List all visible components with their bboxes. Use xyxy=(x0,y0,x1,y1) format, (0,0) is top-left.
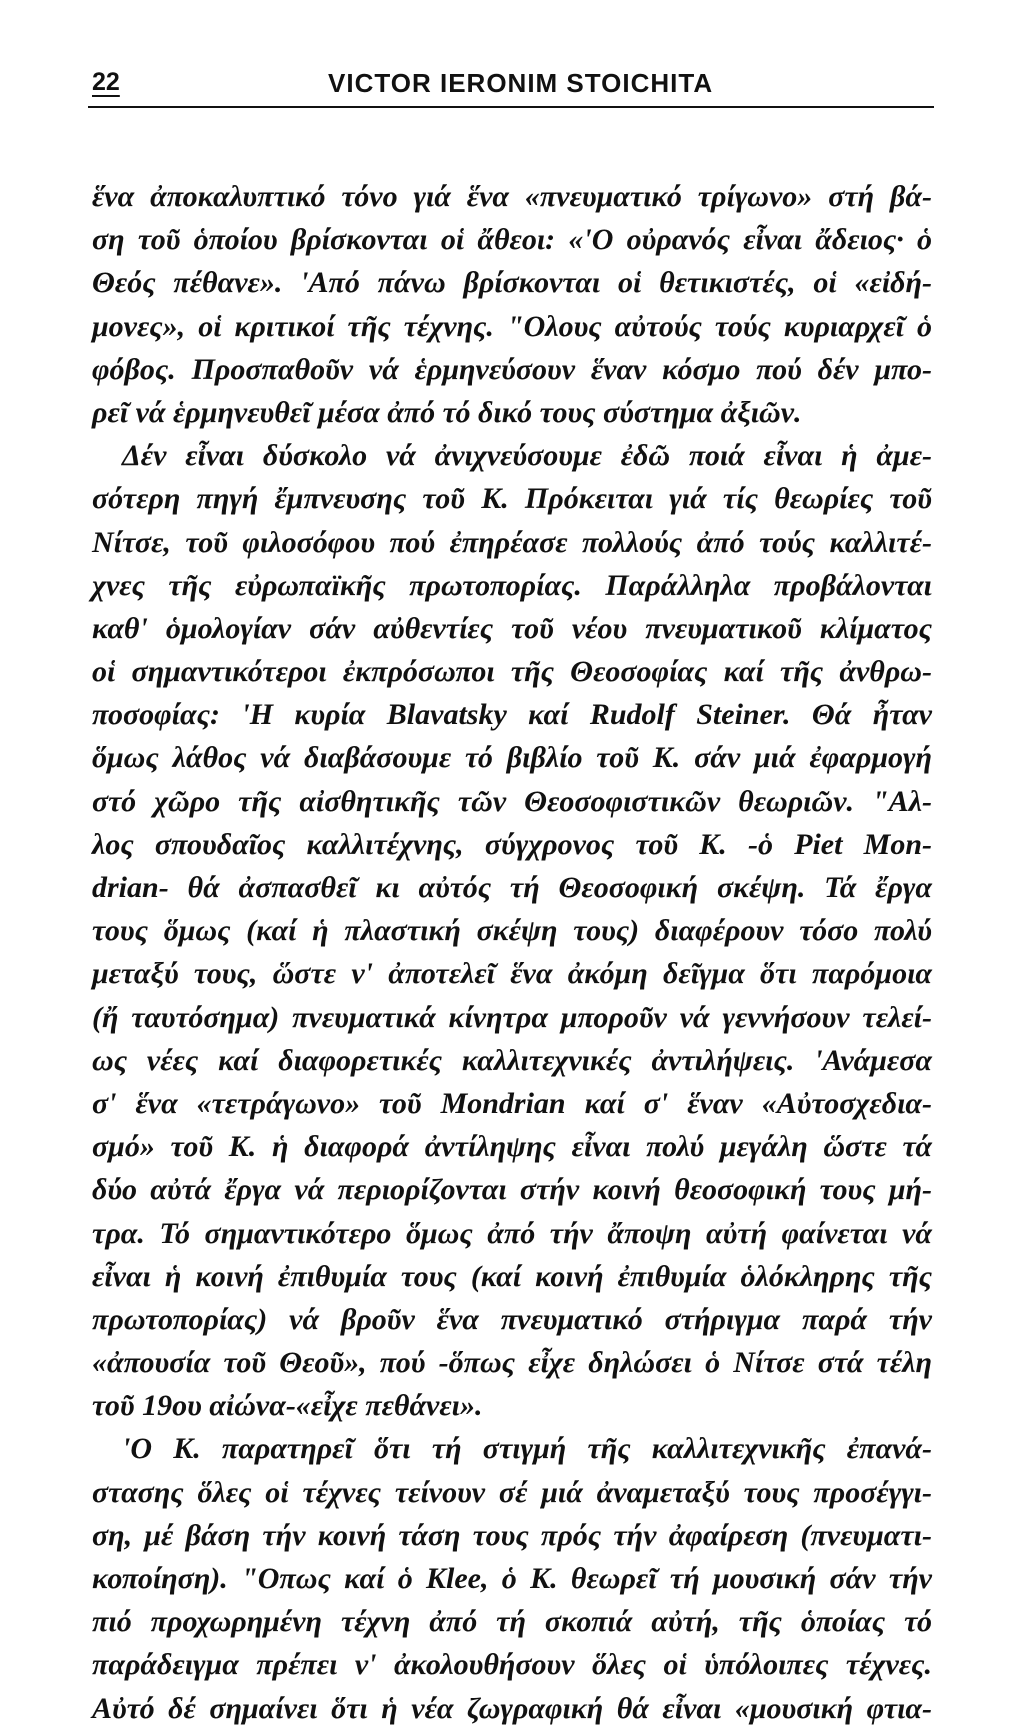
text-line: πρωτοπορίας) νά βροῦν ἕνα πνευματικό στήριγμα παρά τήν xyxy=(92,1302,932,1336)
text-line: πιό προχωρημένη τέχνη ἀπό τή σκοπιά αὐτή, τῆς ὁποίας τό xyxy=(92,1605,932,1639)
text-line: καθ' ὁμολογίαν σάν αὐθεντίες τοῦ νέου πνευματικοῦ κλίματος xyxy=(92,611,932,645)
text-line: σότερη πηγή ἔμπνευσης τοῦ Κ. Πρόκειται γιά τίς θεωρίες τοῦ xyxy=(92,482,932,516)
text-line: «ἀπουσία τοῦ Θεοῦ», πού -ὅπως εἶχε δηλώσει ὁ Νίτσε στά τέλη xyxy=(92,1346,932,1380)
text-line: κοποίηση). "Οπως καί ὁ Klee, ὁ Κ. θεωρεῖ τή μουσική σάν τήν xyxy=(92,1562,932,1595)
text-line: οἱ σημαντικότεροι ἐκπρόσωποι τῆς Θεοσοφίας καί τῆς ἀνθρω- xyxy=(92,655,932,689)
text-line: μονες», οἱ κριτικοί τῆς τέχνης. "Ολους αὐτούς τούς κυριαρχεῖ ὁ xyxy=(92,309,932,343)
text-line: στασης ὅλες οἱ τέχνες τείνουν σέ μιά ἀναμεταξύ τους προσέγγι- xyxy=(92,1475,932,1509)
running-head xyxy=(88,62,934,108)
text-line: Θεός πέθανε». 'Από πάνω βρίσκονται οἱ θετικιστές, οἱ «εἰδή- xyxy=(92,266,932,300)
text-line: Δέν εἶναι δύσκολο νά ἀνιχνεύσουμε ἐδῶ ποιά εἶναι ἡ ἀμε- xyxy=(122,439,932,473)
text-line: μεταξύ τους, ὥστε ν' ἀποτελεῖ ἕνα ἀκόμη δεῖγμα ὅτι παρόμοια xyxy=(92,957,932,991)
text-line: ποσοφίας: 'Η κυρία Blavatsky καί Rudolf Steiner. Θά ἦταν xyxy=(92,698,932,732)
text-line: δύο αὐτά ἔργα νά περιορίζονται στήν κοινή θεοσοφική τους μή- xyxy=(92,1173,932,1207)
text-line: 'Ο Κ. παρατηρεῖ ὅτι τή στιγμή τῆς καλλιτεχνικῆς ἐπανά- xyxy=(122,1432,932,1466)
text-line: σμό» τοῦ Κ. ἡ διαφορά ἀντίληψης εἶναι πολύ μεγάλη ὥστε τά xyxy=(92,1130,932,1164)
text-line: εἶναι ἡ κοινή ἐπιθυμία τους (καί κοινή ἐπιθυμία ὁλόκληρης τῆς xyxy=(92,1259,932,1293)
text-line: ση τοῦ ὁποίου βρίσκονται οἱ ἄθεοι: «'Ο οὐρανός εἶναι ἄδειος· ὁ xyxy=(92,223,932,257)
text-line: στό χῶρο τῆς αἰσθητικῆς τῶν Θεοσοφιστικῶν θεωριῶν. "Αλ- xyxy=(92,784,932,818)
text-line: (ἤ ταυτόσημα) πνευματικά κίνητρα μποροῦν νά γεννήσουν τελεί- xyxy=(92,1000,932,1034)
text-line: σ' ἕνα «τετράγωνο» τοῦ Mondrian καί σ' ἕναν «Αὐτοσχεδια- xyxy=(92,1086,932,1120)
text-line: χνες τῆς εὐρωπαϊκῆς πρωτοπορίας. Παράλληλα προβάλονται xyxy=(92,568,932,602)
running-title: VICTOR IERONIM STOICHITA xyxy=(328,68,714,98)
text-line: Αὐτό δέ σημαίνει ὅτι ἡ νέα ζωγραφική θά εἶναι «μουσική φτια- xyxy=(92,1691,932,1725)
text-line: τρα. Τό σημαντικότερο ὅμως ἀπό τήν ἄποψη αὐτή φαίνεται νά xyxy=(92,1216,932,1250)
text-line: drian- θά ἀσπασθεῖ κι αὐτός τή Θεοσοφική σκέψη. Τά ἔργα xyxy=(92,871,932,904)
text-line: τοῦ 19ου αἰώνα-«εἶχε πεθάνει». xyxy=(92,1389,483,1423)
text-line: ὅμως λάθος νά διαβάσουμε τό βιβλίο τοῦ Κ. σάν μιά ἐφαρμογή xyxy=(92,741,932,775)
text-line: ση, μέ βάση τήν κοινή τάση τους πρός τήν ἀφαίρεση (πνευματι- xyxy=(92,1518,932,1552)
text-line: τους ὅμως (καί ἡ πλαστική σκέψη τους) διαφέρουν τόσο πολύ xyxy=(92,914,932,948)
text-line: ρεῖ νά ἑρμηνευθεῖ μέσα ἀπό τό δικό τους σύστημα ἀξιῶν. xyxy=(92,395,802,429)
text-line: ως νέες καί διαφορετικές καλλιτεχνικές ἀντιλήψεις. 'Ανάμεσα xyxy=(92,1043,932,1077)
page-number: 22 xyxy=(92,68,120,96)
text-line: Νίτσε, τοῦ φιλοσόφου πού ἐπηρέασε πολλούς ἀπό τούς καλλιτέ- xyxy=(92,525,932,559)
text-line: φόβος. Προσπαθοῦν νά ἑρμηνεύσουν ἕναν κόσμο πού δέν μπο- xyxy=(92,352,932,386)
text-line: παράδειγμα πρέπει ν' ἀκολουθήσουν ὅλες οἱ ὑπόλοιπες τέχνες. xyxy=(92,1648,932,1682)
body-text xyxy=(92,175,932,1730)
text-line: ἕνα ἀποκαλυπτικό τόνο γιά ἕνα «πνευματικό τρίγωνο» στή βά- xyxy=(92,180,932,213)
text-line: λος σπουδαῖος καλλιτέχνης, σύγχρονος τοῦ Κ. -ὁ Piet Mon- xyxy=(92,827,932,861)
